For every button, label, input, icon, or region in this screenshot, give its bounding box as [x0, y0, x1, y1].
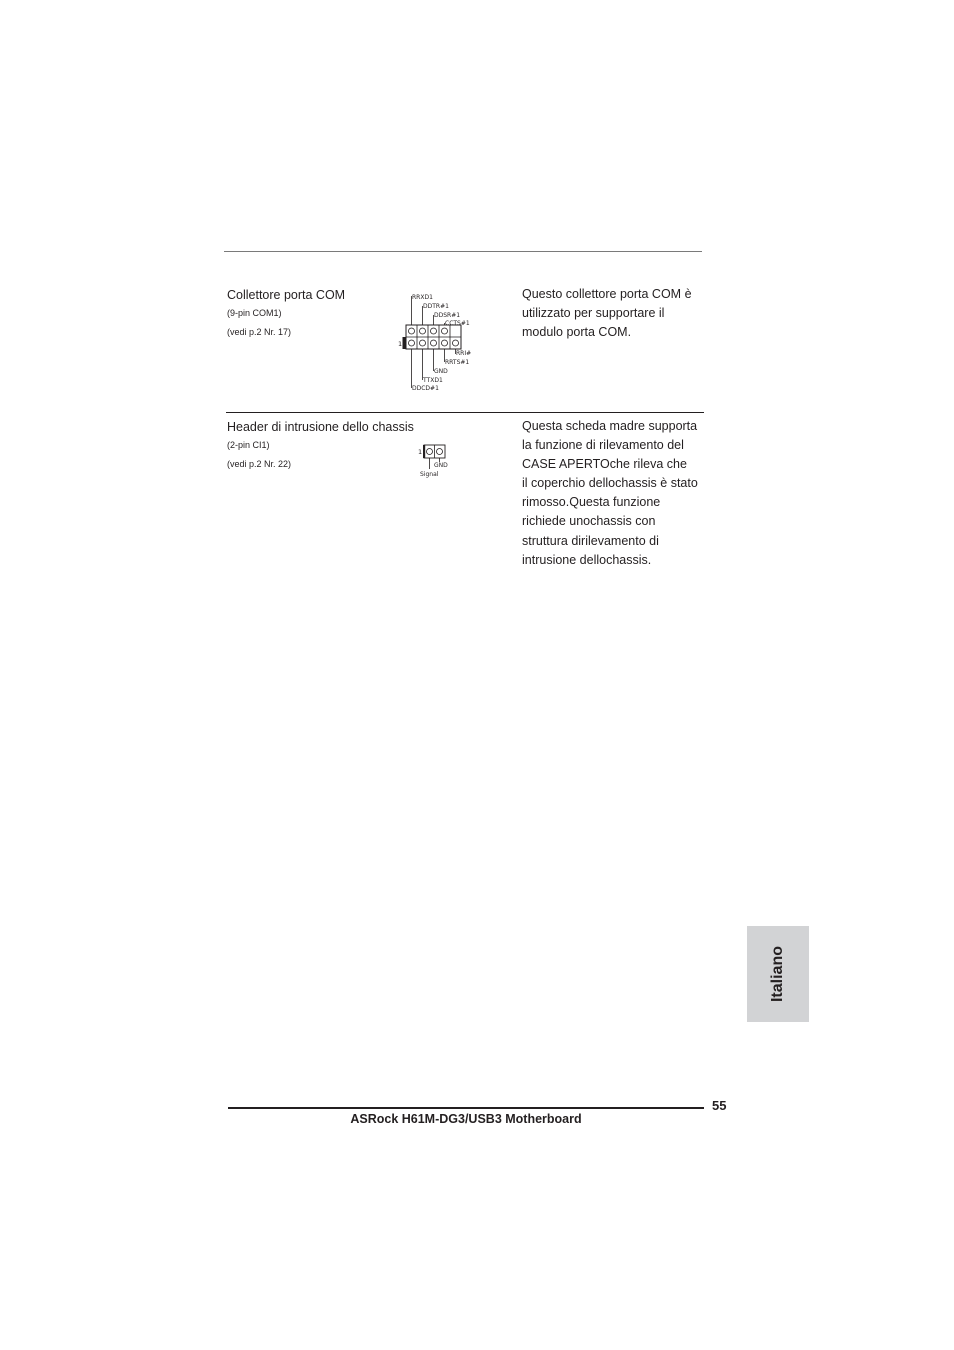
com-label-ccts1: CCTS#1: [445, 320, 470, 327]
footer-product-name: ASRock H61M-DG3/USB3 Motherboard: [350, 1112, 582, 1126]
chassis-label-signal: Signal: [420, 471, 439, 478]
com-header-ref: (vedi p.2 Nr. 17): [227, 327, 292, 337]
com-label-ddsr1: DDSR#1: [434, 312, 461, 319]
desc-line: utilizzato per supportare il: [522, 306, 665, 321]
desc-line: modulo porta COM.: [522, 325, 632, 340]
com-label-gnd: GND: [434, 368, 448, 375]
com-header-pins: (9-pin COM1): [227, 308, 282, 318]
page-number: 55: [712, 1098, 727, 1113]
language-tab-label: Italiano: [769, 945, 786, 1003]
chassis-label-gnd: GND: [434, 462, 448, 469]
com-label-ddtr1: DDTR#1: [423, 303, 449, 310]
com-label-rrxd1: RRXD1: [412, 294, 433, 301]
section-divider: [226, 412, 704, 413]
chassis-header-title: Header di intrusione dello chassis: [227, 420, 414, 434]
desc-line: richiede unochassis con: [522, 514, 656, 529]
language-tab: [747, 926, 809, 1022]
com-label-rrts1: RRTS#1: [445, 359, 470, 366]
desc-line: la funzione di rilevamento del: [522, 438, 684, 453]
com-label-ddcd1: DDCD#1: [412, 385, 439, 392]
top-divider: [224, 251, 702, 252]
desc-line: Questa scheda madre supporta: [522, 419, 698, 433]
desc-line: il coperchio dellochassis è stato: [522, 476, 698, 491]
com-header-diagram: [396, 292, 480, 394]
com-label-rri: RRI#: [456, 350, 472, 357]
desc-line: rimosso.Questa funzione: [522, 495, 661, 510]
desc-line: Questo collettore porta COM è: [522, 287, 692, 301]
footer-divider: [228, 1107, 704, 1109]
chassis-pin1-label: 1: [418, 448, 423, 456]
desc-line: struttura dirilevamento di: [522, 533, 659, 548]
com-label-ttxd1: TTXD1: [423, 377, 443, 384]
desc-line: CASE APERTOche rileva che: [522, 457, 687, 472]
chassis-header-ref: (vedi p.2 Nr. 22): [227, 459, 292, 469]
chassis-header-pins: (2-pin CI1): [227, 440, 270, 450]
com-header-description: [522, 285, 692, 342]
desc-line: intrusione dellochassis.: [522, 552, 652, 567]
chassis-header-diagram: [416, 442, 460, 480]
chassis-header-description: [522, 417, 698, 570]
com-header-title: Collettore porta COM: [227, 288, 346, 302]
com-pin1-label: 1: [398, 340, 403, 348]
